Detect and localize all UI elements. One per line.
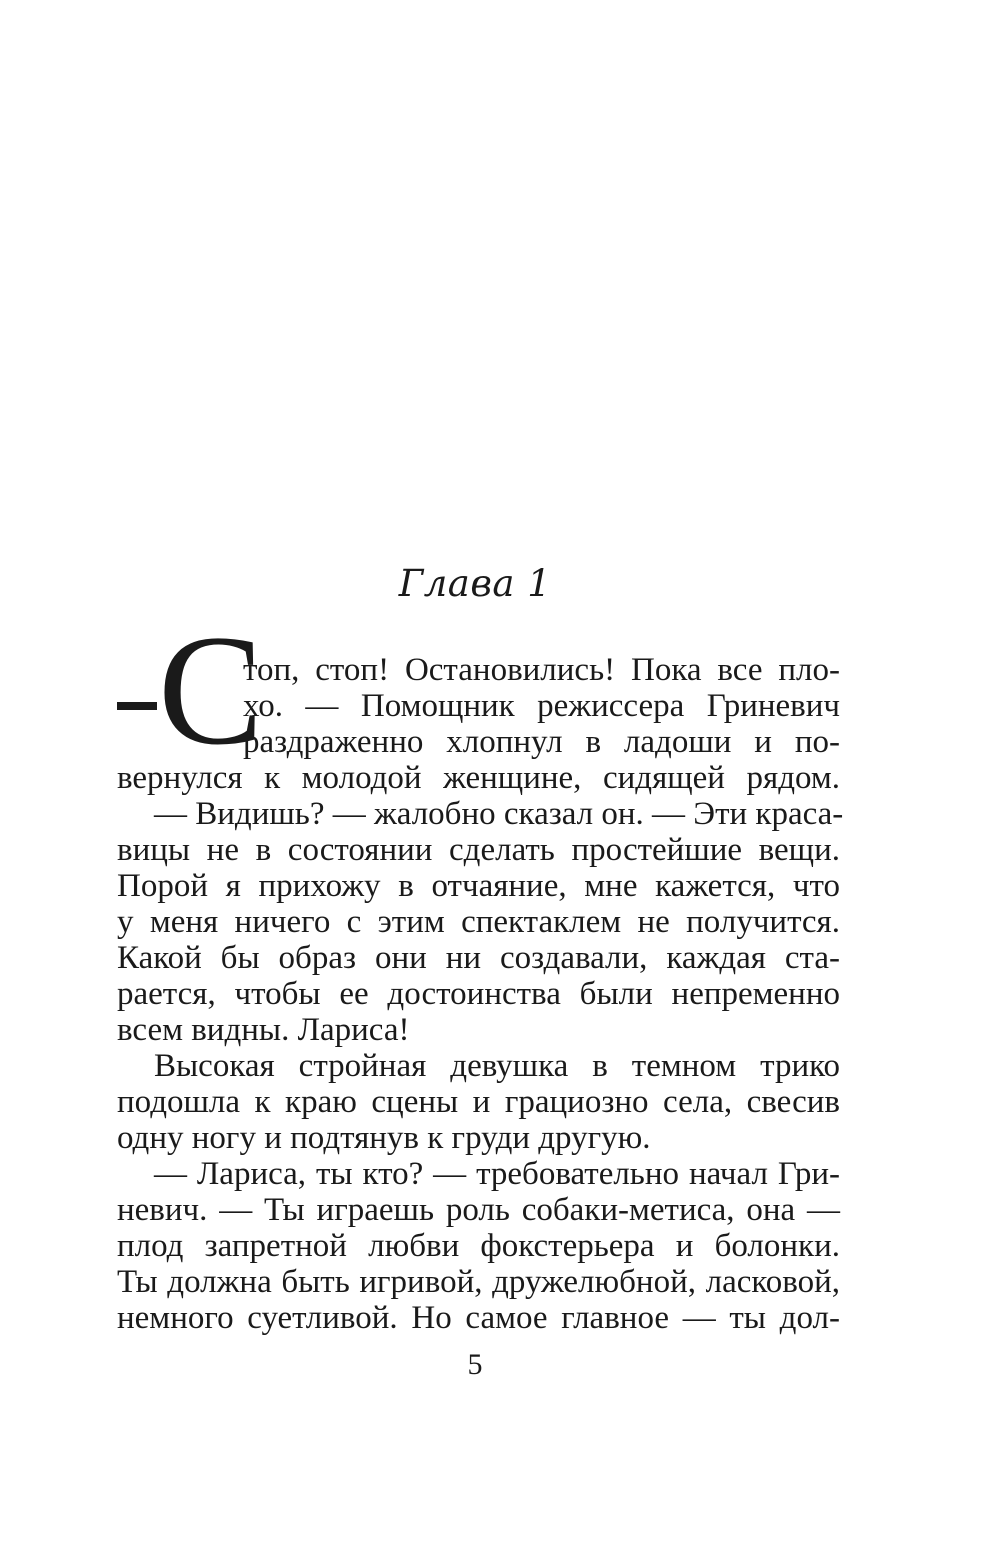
text-line: одну ногу и подтянув к груди другую. — [117, 1120, 651, 1156]
drop-cap-dash — [117, 702, 157, 710]
text-line: у меня ничего с этим спектаклем не получится. — [117, 904, 840, 940]
text-line: раздраженно хлопнул в ладоши и по- — [243, 724, 840, 760]
text-line: немного суетливой. Но самое главное — ты дол- — [117, 1300, 840, 1336]
text-line: невич. — Ты играешь роль собаки-метиса, она — — [117, 1192, 840, 1228]
text-line: Высокая стройная девушка в темном трико — [154, 1048, 840, 1084]
drop-cap-letter: С — [158, 603, 264, 778]
text-line: топ, стоп! Остановились! Пока все пло- — [243, 652, 840, 688]
text-line: Какой бы образ они ни создавали, каждая ста- — [117, 940, 840, 976]
text-line: рается, чтобы ее достоинства были непременно — [117, 976, 840, 1012]
text-line: вернулся к молодой женщине, сидящей рядом. — [117, 760, 840, 796]
page-number: 5 — [467, 1348, 483, 1381]
text-line: всем видны. Лариса! — [117, 1012, 410, 1048]
chapter-title: Глава 1 — [398, 562, 552, 605]
text-line: плод запретной любви фокстерьера и болонки. — [117, 1228, 840, 1264]
text-line: вицы не в состоянии сделать простейшие вещи. — [117, 832, 840, 868]
text-line: хо. — Помощник режиссера Гриневич — [243, 688, 840, 724]
text-line: Ты должна быть игривой, дружелюбной, ласковой, — [117, 1264, 840, 1300]
text-line: Порой я прихожу в отчаяние, мне кажется, что — [117, 868, 840, 904]
text-line: подошла к краю сцены и грациозно села, свесив — [117, 1084, 840, 1120]
text-line: — Лариса, ты кто? — требовательно начал Гри- — [154, 1156, 840, 1192]
text-line: — Видишь? — жалобно сказал он. — Эти краса- — [154, 796, 844, 832]
